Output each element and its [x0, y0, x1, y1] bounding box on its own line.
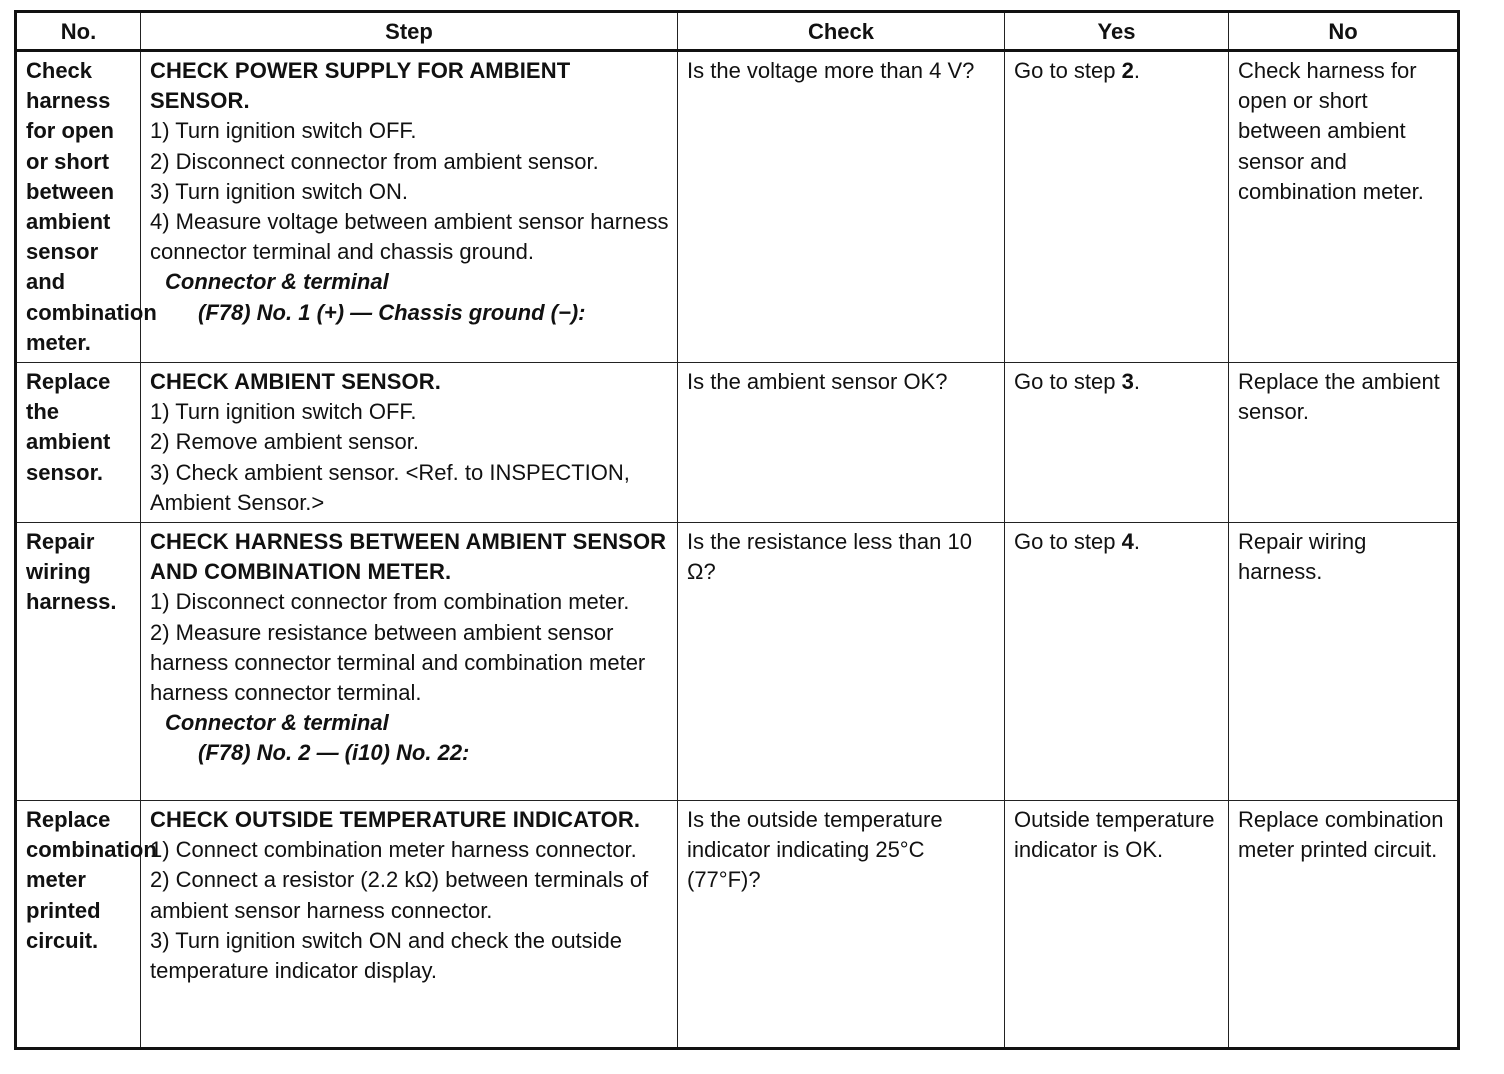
step-line: 4) Measure voltage between ambient sensor harness connector terminal and chassis ground.: [150, 209, 669, 265]
check-cell: Is the ambient sensor OK?: [678, 363, 1005, 523]
check-cell: Is the outside temperature indicator indicating 25°C (77°F)?: [678, 801, 1005, 1049]
connector-detail: (F78) No. 1 (+) — Chassis ground (−):: [198, 299, 586, 325]
row-number: Check harness for open or short between ambient sensor and combination meter.: [16, 51, 141, 363]
no-cell: Repair wiring harness.: [1229, 523, 1459, 801]
step-line: 1) Turn ignition switch OFF.: [150, 399, 417, 425]
step-line: 1) Connect combination meter harness connector.: [150, 837, 637, 863]
table-row: [16, 523, 1459, 801]
yes-prefix: Go to step: [1014, 58, 1122, 83]
header-check: Check: [678, 12, 1005, 51]
step-line: 1) Disconnect connector from combination meter.: [150, 589, 630, 615]
step-line: 3) Turn ignition switch ON.: [150, 178, 408, 204]
header-no-action: No: [1229, 12, 1459, 51]
step-cell: [141, 523, 678, 801]
step-title: CHECK OUTSIDE TEMPERATURE INDICATOR.: [150, 807, 641, 833]
yes-cell: Outside temperature indicator is OK.: [1005, 801, 1229, 1049]
yes-step-number: 4: [1121, 529, 1134, 555]
header-yes: Yes: [1005, 12, 1229, 51]
step-cell: [141, 363, 678, 523]
step-line: 2) Disconnect connector from ambient sensor.: [150, 148, 599, 174]
table-row: [16, 51, 1459, 363]
yes-step-number: 2: [1121, 58, 1134, 83]
row-number: Replace combination meter printed circuit.: [16, 801, 141, 1049]
diagnostic-table: [14, 10, 1460, 1050]
step-title: CHECK AMBIENT SENSOR.: [150, 369, 441, 395]
yes-cell: [1005, 523, 1229, 801]
step-line: 3) Check ambient sensor. <Ref. to INSPECTION, Ambient Sensor.>: [150, 459, 630, 515]
yes-prefix: Go to step: [1014, 529, 1122, 555]
check-cell: Is the voltage more than 4 V?: [678, 51, 1005, 363]
yes-suffix: .: [1133, 529, 1140, 555]
yes-suffix: .: [1133, 369, 1140, 395]
table-row: [16, 801, 1459, 1049]
yes-suffix: .: [1133, 58, 1140, 83]
step-cell: [141, 801, 678, 1049]
connector-label: Connector & terminal: [165, 710, 389, 736]
connector-label: Connector & terminal: [165, 269, 389, 295]
header-step: Step: [141, 12, 678, 51]
table-row: [16, 363, 1459, 523]
yes-step-number: 3: [1121, 369, 1134, 395]
step-cell: [141, 51, 678, 363]
yes-prefix: Go to step: [1014, 369, 1122, 395]
step-line: 3) Turn ignition switch ON and check the outside temperature indicator display.: [150, 927, 623, 984]
step-line: 1) Turn ignition switch OFF.: [150, 118, 417, 144]
step-line: 2) Measure resistance between ambient sensor harness connector terminal and combination meter harness connector terminal.: [150, 619, 646, 706]
connector-detail: (F78) No. 2 — (i10) No. 22:: [198, 740, 470, 766]
row-number: Replace the ambient sensor.: [16, 363, 141, 523]
header-no: No.: [16, 12, 141, 51]
table-header-row: [16, 12, 1459, 51]
no-cell: Replace combination meter printed circuit.: [1229, 801, 1459, 1049]
yes-cell: [1005, 51, 1229, 363]
check-cell: Is the resistance less than 10 Ω?: [678, 523, 1005, 801]
no-cell: Check harness for open or short between ambient sensor and combination meter.: [1229, 51, 1459, 363]
step-title: CHECK POWER SUPPLY FOR AMBIENT SENSOR.: [150, 58, 571, 114]
no-cell: Replace the ambient sensor.: [1229, 363, 1459, 523]
step-line: 2) Remove ambient sensor.: [150, 429, 420, 455]
step-line: 2) Connect a resistor (2.2 kΩ) between terminals of ambient sensor harness connector.: [150, 867, 649, 923]
row-number: Repair wiring harness.: [16, 523, 141, 801]
yes-cell: [1005, 363, 1229, 523]
step-title: CHECK HARNESS BETWEEN AMBIENT SENSOR AND COMBINATION METER.: [150, 529, 667, 585]
